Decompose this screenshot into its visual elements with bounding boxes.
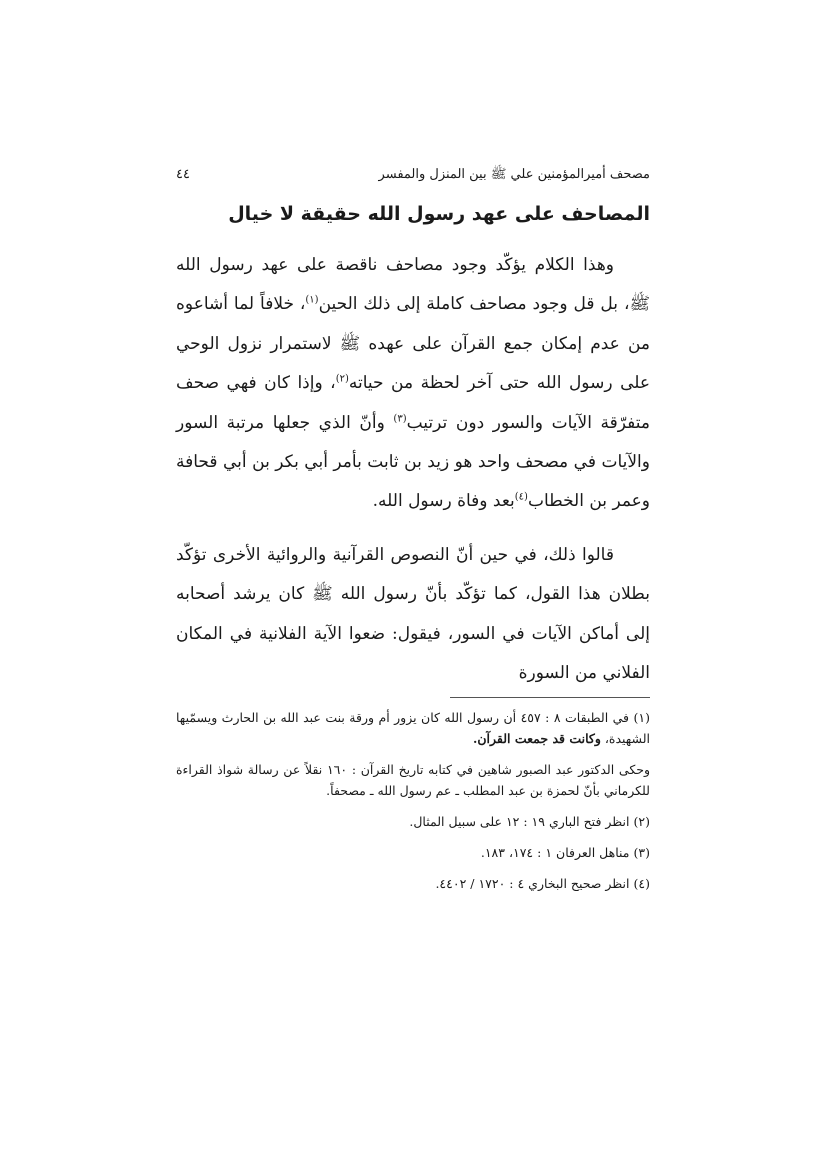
paragraph-1-part-5: بعد وفاة رسول الله. [372, 491, 515, 512]
footnote-2-number: (٢) [633, 814, 650, 829]
footnotes [176, 707, 650, 904]
footnote-4-number: (٤) [633, 876, 650, 891]
footnote-3 [176, 842, 650, 863]
paragraph-1-part-4: وأنّ الذي جعلها مرتبة السور والآيات في مصحف واحد هو زيد بن ثابت بأمر أبي بكر بن أبي قحافة وعمر بن الخطاب [176, 412, 650, 512]
paragraph-1-part-2: ، خلافاً لما أشاعوه من عدم إمكان جمع القرآن على عهده ﷺ لاستمرار نزول الوحي على رسول الله حتى آخر لحظة من حياته [176, 294, 651, 394]
footnote-1 [176, 707, 650, 749]
footnote-2 [176, 811, 650, 832]
footnote-separator [450, 697, 650, 698]
footnote-ref-4[interactable]: (٤) [514, 491, 528, 503]
paragraph-1 [176, 246, 650, 522]
paragraph-1-part-1: وهذا الكلام يؤكّد وجود مصاحف ناقصة على عهد رسول الله ﷺ، بل قل وجود مصاحف كاملة إلى ذلك الحين [176, 255, 650, 315]
page-number: ٤٤ [176, 167, 190, 182]
footnote-1-emphasis: وكانت قد جمعت القرآن. [473, 731, 601, 746]
footnote-4-text: انظر صحيح البخاري ٤ : ١٧٢٠ / ٤٤٠٢. [435, 876, 630, 891]
footnote-3-text: مناهل العرفان ١ : ١٧٤، ١٨٣. [480, 845, 630, 860]
paragraph-2: قالوا ذلك، في حين أنّ النصوص القرآنية والروائية الأخرى تؤكّد بطلان هذا القول، كما تؤكّد بأنّ رسول الله ﷺ كان يرشد أصحابه إلى أماكن الآيات في السور، فيقول: ضعوا الآية الفلانية في المكان الفلاني من السورة [176, 544, 650, 684]
footnote-ref-1[interactable]: (١) [305, 294, 319, 306]
running-title: مصحف أميرالمؤمنين علي ﷺ بين المنزل والمفسر [378, 167, 650, 182]
footnote-3-number: (٣) [633, 845, 650, 860]
footnote-ref-2[interactable]: (٢) [335, 373, 349, 385]
footnote-1-continuation [176, 759, 650, 801]
footnote-1-number: (١) [633, 710, 650, 725]
body-text [176, 246, 650, 693]
section-heading: المصاحف على عهد رسول الله حقيقة لا خيال [228, 203, 650, 225]
footnote-1-continuation-text: وحكى الدكتور عبد الصبور شاهين في كتابه تاريخ القرآن : ١٦٠ نقلاً عن رسالة شواذ القراءة للكرماني بأنّ لحمزة بن عبد المطلب ـ عم رسول الله ـ مصحفاً. [176, 762, 650, 798]
footnote-4 [176, 873, 650, 894]
footnote-1-text: في الطبقات ٨ : ٤٥٧ أن رسول الله كان يزور أم ورقة بنت عبد الله بن الحارث ويسمّيها الشهيدة، [176, 710, 650, 746]
footnote-2-text: انظر فتح الباري ١٩ : ١٢ على سبيل المثال. [409, 814, 630, 829]
footnote-ref-3[interactable]: (٣) [393, 412, 407, 424]
paragraph-1-part-3: ، وإذا كان فهي صحف متفرّقة الآيات والسور دون ترتيب [176, 373, 650, 433]
running-header [176, 164, 650, 186]
